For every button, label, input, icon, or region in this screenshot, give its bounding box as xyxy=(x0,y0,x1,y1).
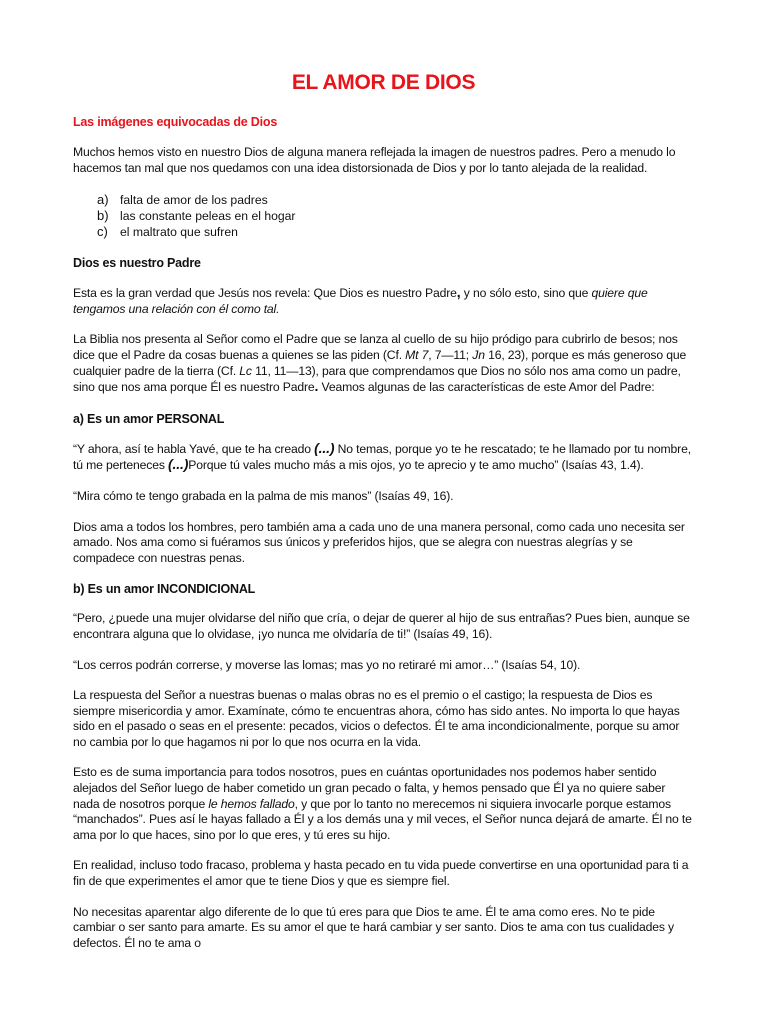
paragraph-fracaso: En realidad, incluso todo fracaso, problema y hasta pecado en tu vida puede convertirse en una oportunidad para ti a fin de que experimentes el amor que te tiene Dios y que es siempre fiel. xyxy=(73,858,689,889)
paragraph-aparentar: No necesitas aparentar algo diferente de lo que tú eres para que Dios te ame. Él te ama como eres. No te pide cambiar o ser santo para amarte. Es su amor el que te hará cambiar y ser santo. Dios te ama con tus cualidades y defectos. Él no te ama o xyxy=(73,904,674,950)
quote-isaias-49-mujer: “Pero, ¿puede una mujer olvidarse del niño que cría, o dejar de querer al hijo de sus entrañas? Pues bien, aunque se encontrara alguna que lo olvidase, ¡yo nunca me olvidaría de ti!” (Isaías 49, 16). xyxy=(73,611,690,641)
paragraph-biblia: La Biblia nos presenta al Señor como el Padre que se lanza al cuello de su hijo pródigo para cubrirlo de besos; nos dice que el Padre da cosas buenas a quienes se las piden (Cf. Mt 7, 7—11; Jn 16, 23), porque es más generoso que cualquier padre de la tierra (Cf. Lc 11, 11—13), para que comprendamos que Dios no sólo nos ama como un padre, sino que nos ama porque Él es nuestro Padre. Veamos algunas de las características de este Amor del Padre: xyxy=(73,332,687,395)
paragraph-padre: Esta es la gran verdad que Jesús nos revela: Que Dios es nuestro Padre, y no sólo esto, sino que quiere que tengamos una relación con él como tal. xyxy=(73,284,648,316)
heading-amor-personal: a) Es un amor PERSONAL xyxy=(73,411,225,426)
page-title: EL AMOR DE DIOS xyxy=(291,71,476,94)
paragraph-respuesta: La respuesta del Señor a nuestras buenas o malas obras no es el premio o el castigo; la respuesta de Dios es siempre misericordia y amor. Examínate, cómo te encuentras ahora, cómo has sido antes. No importa lo que hayas sido en el pasado o seas en el presente: pecados, vicios o defectos. Él te ama incondicionalmente, porque su amor no cambia por lo que hagamos ni por lo que nos ocurra en la vida. xyxy=(73,688,680,749)
list-item: b) las constante peleas en el hogar xyxy=(97,208,296,224)
intro-paragraph: Muchos hemos visto en nuestro Dios de alguna manera reflejada la imagen de nuestros padres. Pero a menudo lo hacemos tan mal que nos quedamos con una idea distorsionada de Dios y por lo tanto alejada de la realidad. xyxy=(73,145,676,175)
quote-isaias-54: “Los cerros podrán correrse, y moverse las lomas; mas yo no retiraré mi amor…” (Isaías 54, 10). xyxy=(73,657,581,672)
quote-isaias-49: “Mira cómo te tengo grabada en la palma de mis manos” (Isaías 49, 16). xyxy=(73,488,454,503)
list-item: c) el maltrato que sufren xyxy=(97,224,238,240)
heading-dios-padre: Dios es nuestro Padre xyxy=(73,256,201,271)
quote-isaias-43: “Y ahora, así te habla Yavé, que te ha creado (...) No temas, porque yo te he rescatado; te he llamado por tu nombre, tú me perteneces (...)Porque tú vales mucho más a mis ojos, yo te aprecio y te amo mucho” (Isaías 43, 1.4). xyxy=(73,439,691,473)
heading-amor-incondicional: b) Es un amor INCONDICIONAL xyxy=(73,582,256,597)
paragraph-personal: Dios ama a todos los hombres, pero también ama a cada uno de una manera personal, como cada uno necesita ser amado. Nos ama como si fuéramos sus únicos y preferidos hijos, que se alegra con nuestras alegrías y se compadece con nuestras penas. xyxy=(73,519,685,565)
section-subtitle: Las imágenes equivocadas de Dios xyxy=(73,115,278,129)
causes-list xyxy=(73,192,694,240)
paragraph-importancia: Esto es de suma importancia para todos nosotros, pues en cuántas oportunidades nos podemos haber sentido alejados del Señor luego de haber cometido un gran pecado o falta, y hemos pensado que Él ya no quiere saber nada de nosotros porque le hemos fallado, y que por lo tanto no merecemos ni siquiera invocarle porque estamos “manchados”. Pues así le hayas fallado a Él y a los demás una y mil veces, el Señor nunca dejará de amarte. Él no te ama por lo que haces, sino por lo que eres, y tú eres su hijo. xyxy=(73,765,692,842)
list-item: a) falta de amor de los padres xyxy=(97,192,268,208)
